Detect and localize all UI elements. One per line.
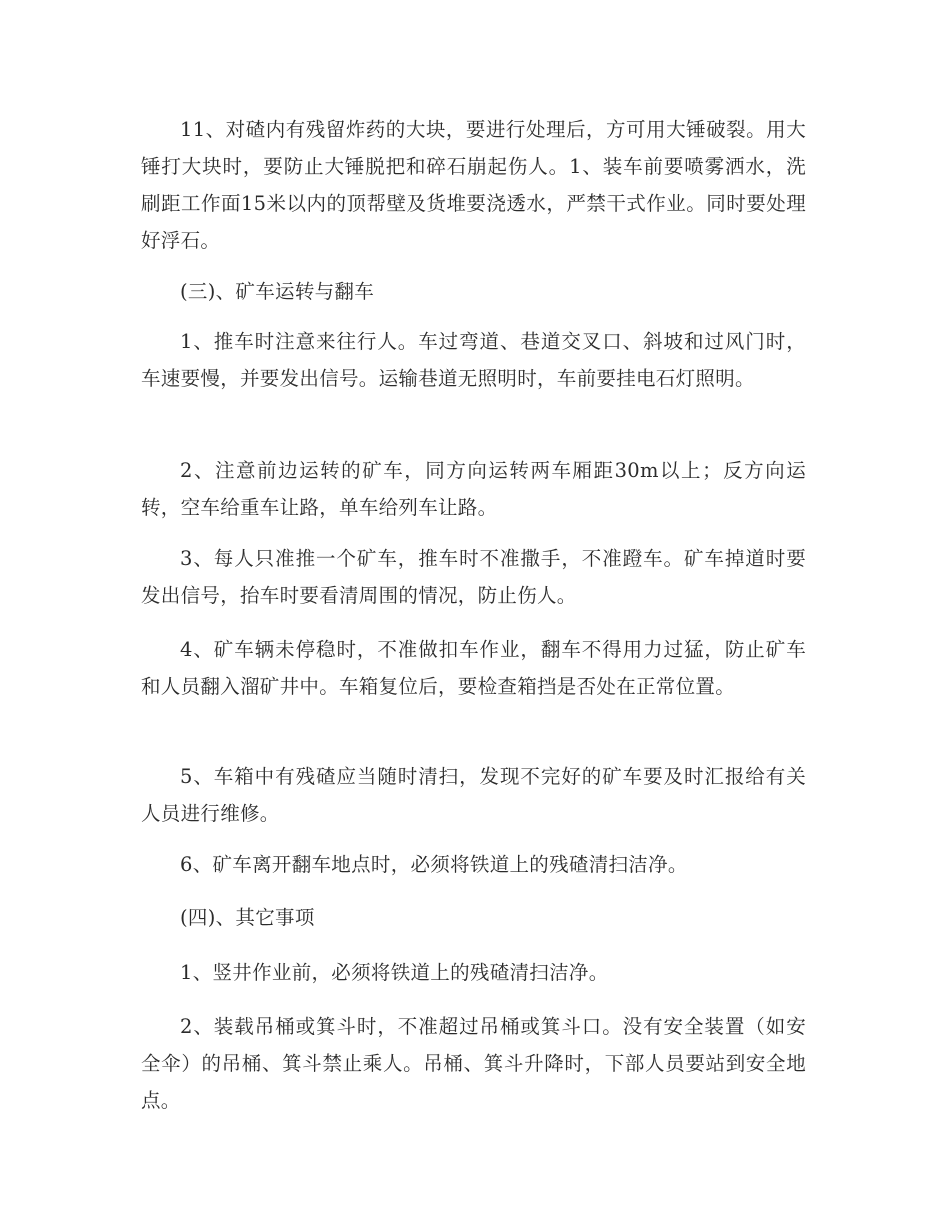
- paragraph-item: 4、矿车辆未停稳时，不准做扣车作业，翻车不得用力过猛，防止矿车和人员翻入溜矿井中。车箱复位后，要检查箱挡是否处在正常位置。: [141, 638, 806, 698]
- paragraph-item: 6、矿车离开翻车地点时，必须将铁道上的残碴清扫洁净。: [180, 853, 688, 876]
- section-heading-mine-car-transport: (三)、矿车运转与翻车: [180, 280, 375, 303]
- paragraph-item: 3、每人只准推一个矿车，推车时不准撒手，不准蹬车。矿车掉道时要发出信号，抬车时要看清周围的情况，防止伤人。: [141, 547, 806, 607]
- paragraph-item: 2、装载吊桶或箕斗时，不准超过吊桶或箕斗口。没有安全装置（如安全伞）的吊桶、箕斗禁止乘人。吊桶、箕斗升降时，下部人员要站到安全地点。: [141, 1015, 806, 1112]
- paragraph-item: 1、推车时注意来往行人。车过弯道、巷道交叉口、斜坡和过风门时，车速要慢，并要发出信号。运输巷道无照明时，车前要挂电石灯照明。: [141, 330, 806, 390]
- paragraph-blasting-and-loading: 11、对碴内有残留炸药的大块，要进行处理后，方可用大锤破裂。用大锤打大块时，要防止大锤脱把和碎石崩起伤人。1、装车前要喷雾洒水，洗刷距工作面15米以内的顶帮壁及货堆要浇透水，严禁干式作业。同时要处理好浮石。: [141, 118, 806, 252]
- section-heading-other-matters: (四)、其它事项: [180, 906, 315, 929]
- paragraph-item: 2、注意前边运转的矿车，同方向运转两车厢距30m以上；反方向运转，空车给重车让路，单车给列车让路。: [141, 459, 806, 519]
- paragraph-item: 5、车箱中有残碴应当随时清扫，发现不完好的矿车要及时汇报给有关人员进行维修。: [141, 765, 806, 825]
- paragraph-item: 1、竖井作业前，必须将铁道上的残碴清扫洁净。: [180, 961, 609, 984]
